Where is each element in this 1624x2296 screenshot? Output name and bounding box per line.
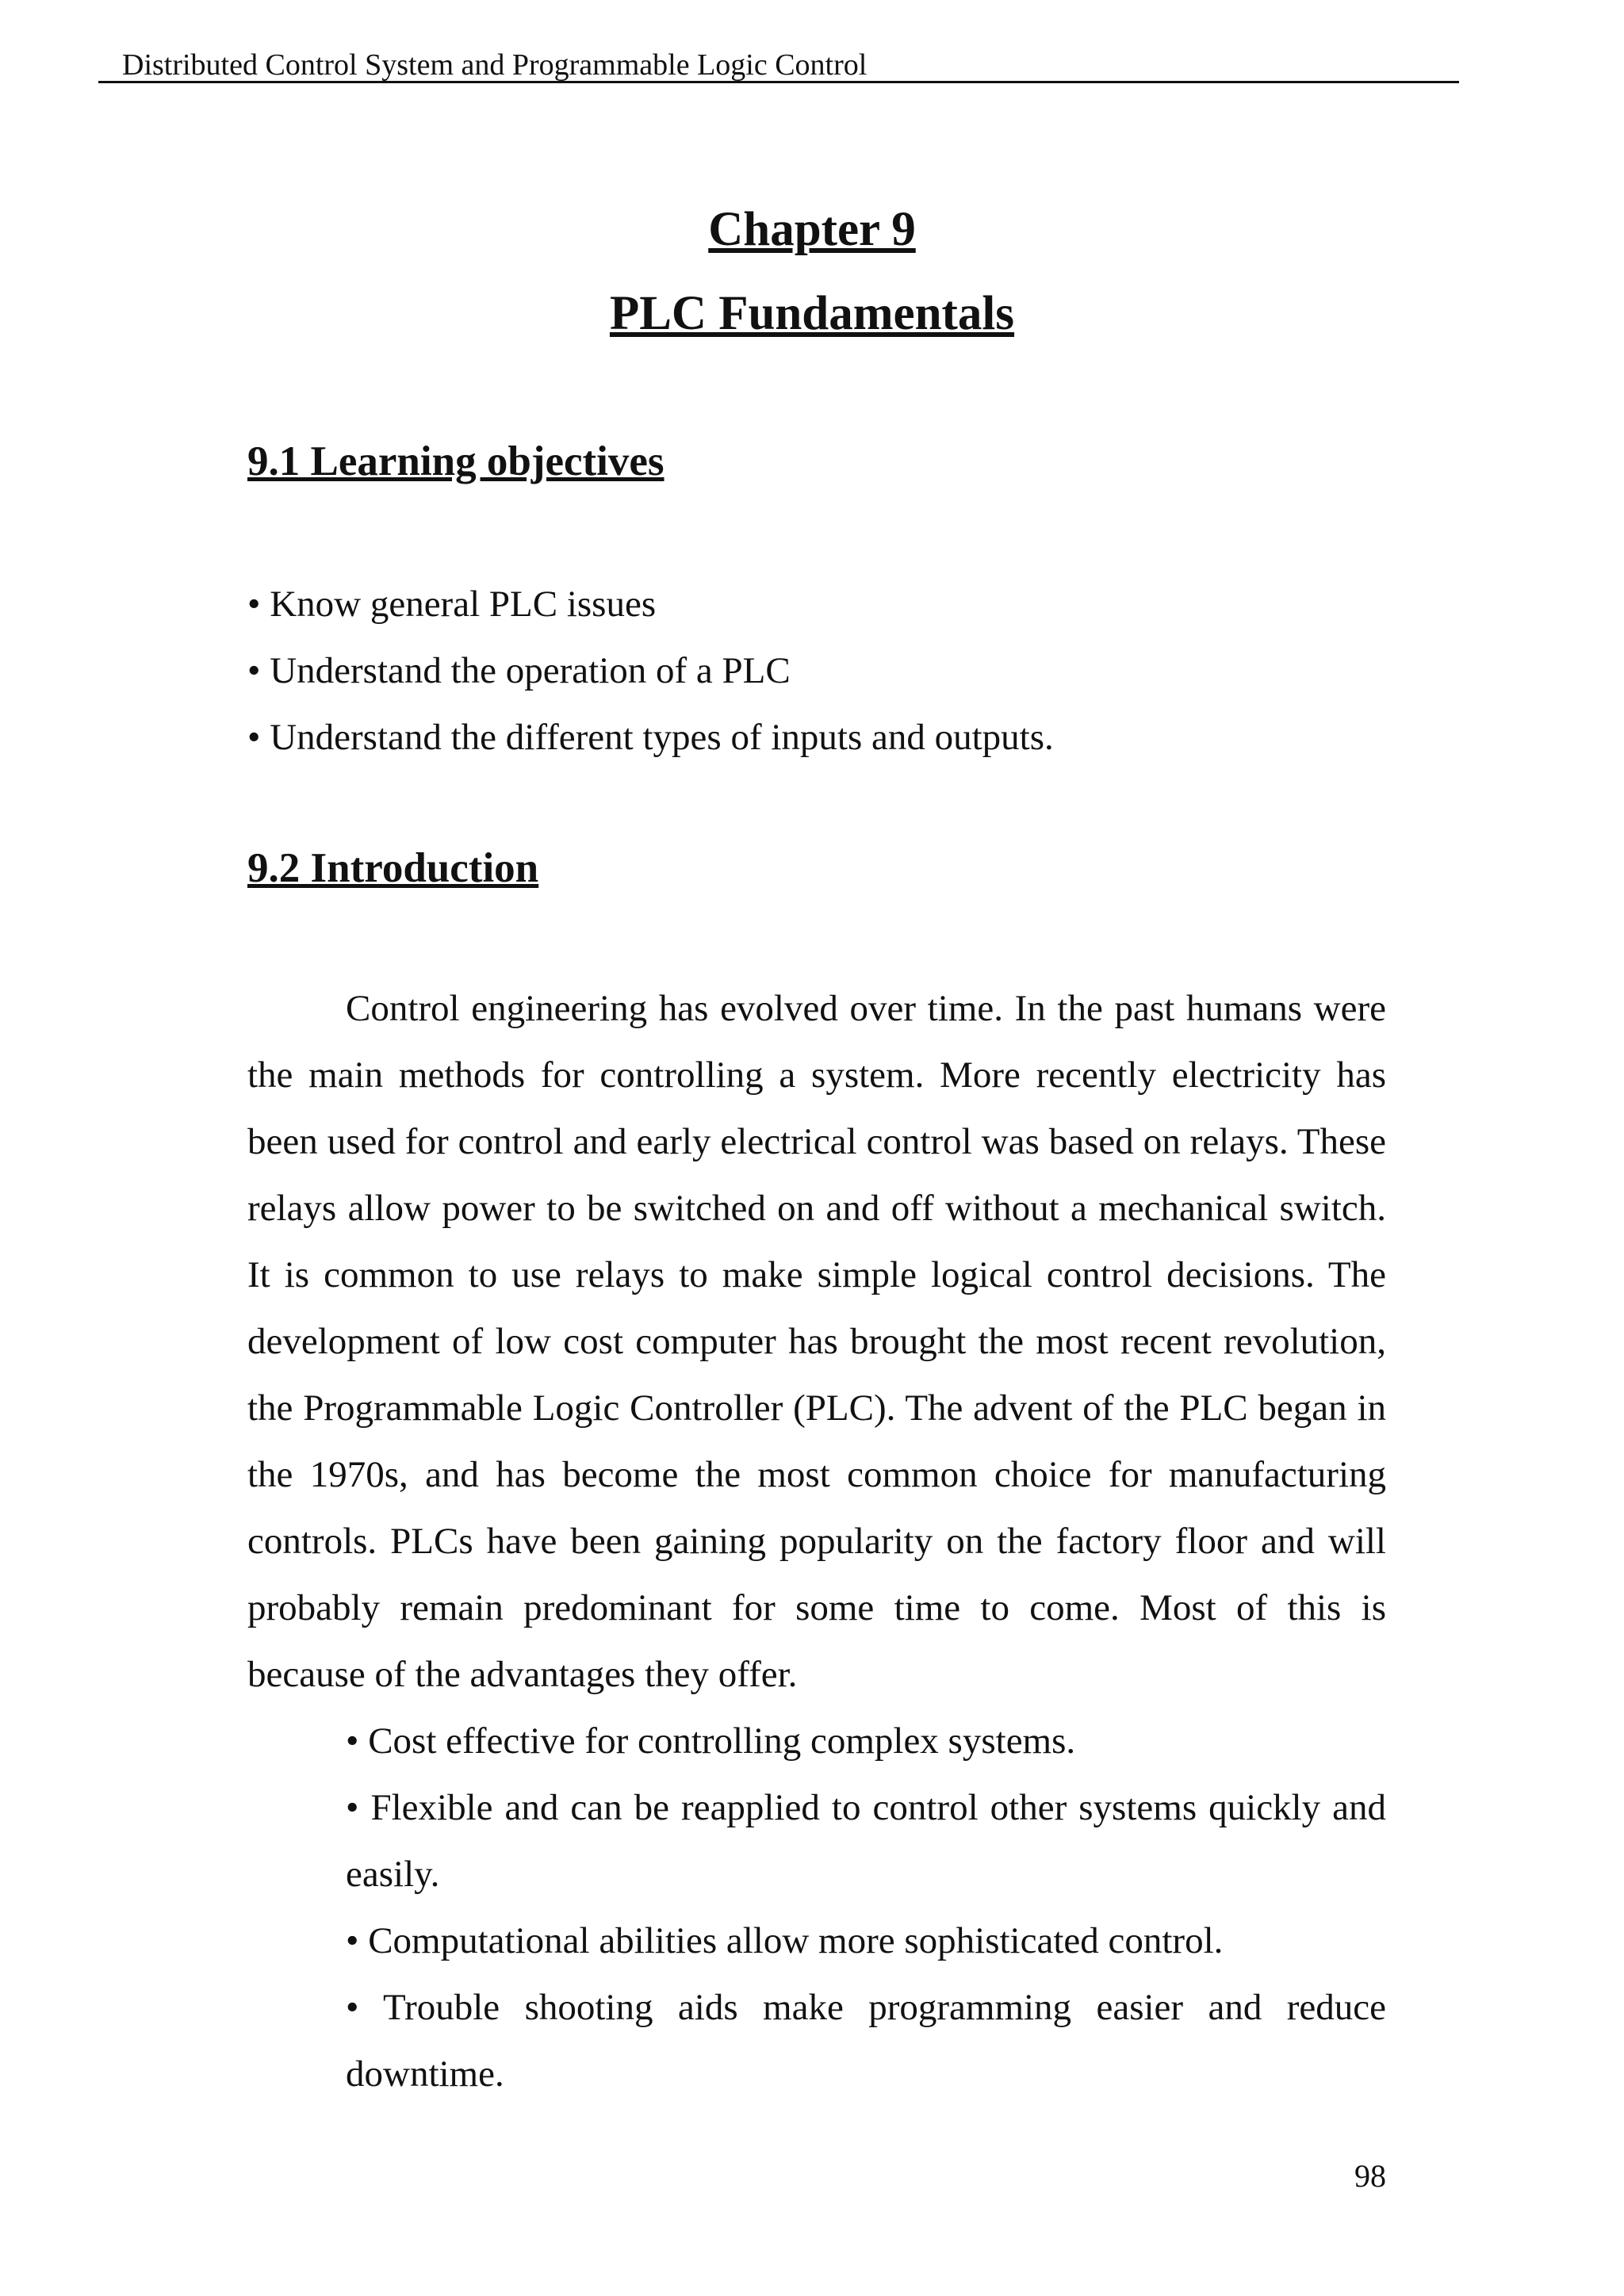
section-heading-introduction: 9.2 Introduction bbox=[247, 845, 539, 891]
list-item: • Know general PLC issues bbox=[247, 584, 657, 625]
list-item: • Trouble shooting aids make programming easier and reduce downtime. bbox=[346, 1987, 1386, 2095]
list-item: • Understand the different types of inputs and outputs. bbox=[247, 717, 1054, 758]
list-item: • Cost effective for controlling complex systems. bbox=[346, 1720, 1076, 1762]
running-header bbox=[98, 46, 1459, 83]
page-number: 98 bbox=[1354, 2158, 1386, 2194]
introduction-paragraph: Control engineering has evolved over time. In the past humans were the main methods for controlling a system. More recently electricity has been used for control and early electrical control was based on relays. These relays allow power to be switched on and off without a mechanical switch. It is common to use relays to make simple logical control decisions. The development of low cost computer has brought the most recent revolution, the Programmable Logic Controller (PLC). The advent of the PLC began in the 1970s, and has become the most common choice for manufacturing controls. PLCs have been gaining popularity on the factory floor and will probably remain predominant for some time to come. Most of this is because of the advantages they offer. bbox=[247, 988, 1386, 1695]
list-item: • Computational abilities allow more sophisticated control. bbox=[346, 1920, 1224, 1961]
advantages-list bbox=[346, 1708, 1386, 2107]
running-header-title: Distributed Control System and Programmable Logic Control bbox=[122, 48, 868, 82]
list-item: • Flexible and can be reapplied to control other systems quickly and easily. bbox=[346, 1787, 1386, 1895]
list-item: • Understand the operation of a PLC bbox=[247, 650, 791, 691]
chapter-title: PLC Fundamentals bbox=[609, 287, 1015, 340]
chapter-number: Chapter 9 bbox=[708, 203, 916, 256]
section-heading-learning-objectives: 9.1 Learning objectives bbox=[247, 438, 665, 484]
learning-objectives-list bbox=[247, 571, 1054, 771]
